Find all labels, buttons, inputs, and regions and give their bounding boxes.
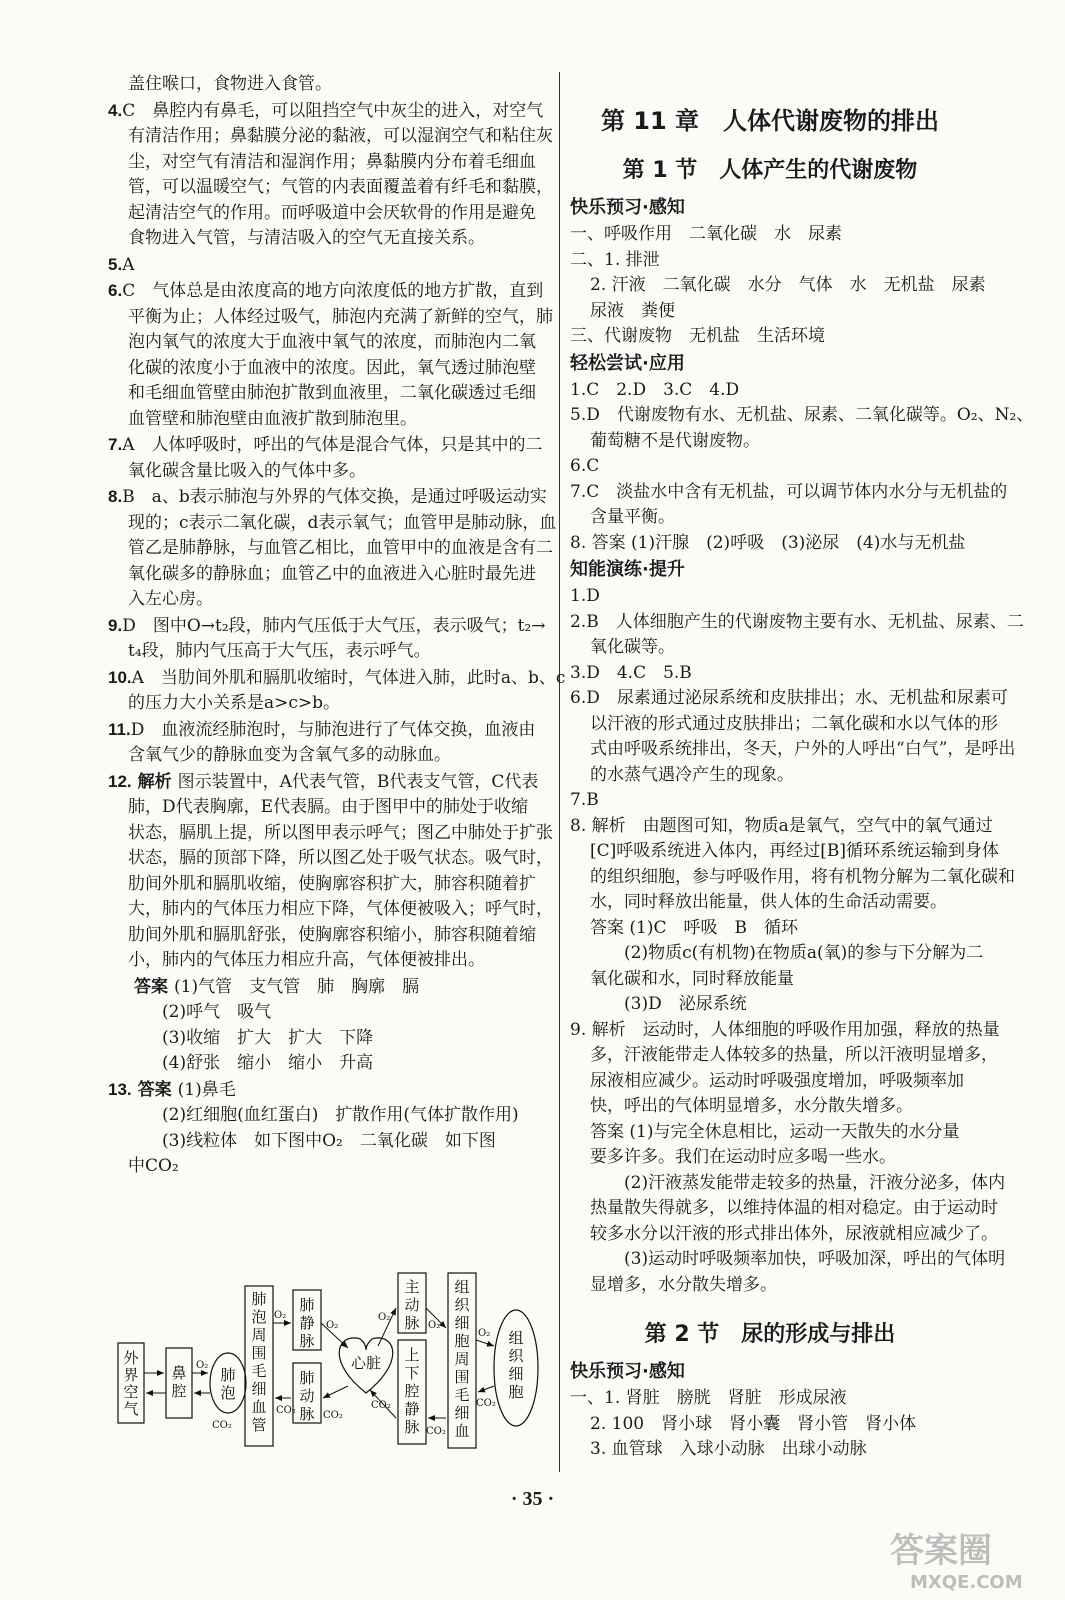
text-line: [570, 1247, 1006, 1273]
line-text: 葡萄糖不是代谢废物。: [590, 430, 760, 451]
cells-label: 组: [508, 1329, 524, 1347]
text-line: [570, 1196, 998, 1222]
line-text: 尿液相应减少。运动时呼吸强度增加，呼吸频率加: [590, 1070, 964, 1091]
line-text: 氧化碳含量比吸入的气体中多。: [128, 460, 366, 481]
text-line: [108, 175, 556, 201]
answer-label: 解析: [137, 771, 172, 791]
text-line: [570, 890, 970, 916]
line-text: 热量散失得就多，以维持体温的相对稳定。由于运动时: [590, 1198, 998, 1218]
section-2-title: 第 2 节 尿的形成与排出: [644, 1322, 896, 1347]
nasal-label-1: 鼻: [171, 1364, 187, 1382]
tc-label: 毛: [454, 1386, 470, 1404]
line-text: 3. 血管球 入球小动脉 出球小动脉: [590, 1439, 867, 1459]
section-1-body: [570, 194, 1034, 1298]
line-text: C 气体总是由浓度高的地方向浓度低的地方扩散，直到: [122, 281, 544, 301]
line-text: (2)汗液蒸发能带走较多的热量，汗液分泌多，体内: [624, 1172, 1006, 1193]
line-text: 答案 (1)与完全休息相比，运动一天散失的水分量: [590, 1121, 960, 1142]
text-line: [108, 769, 556, 796]
text-line: [570, 1069, 970, 1095]
text-line: [108, 639, 556, 665]
line-text: 起清洁空气的作用。而呼吸道中会厌软骨的作用是避免: [128, 202, 536, 223]
text-line: [108, 795, 556, 821]
subsection-heading: [570, 194, 970, 222]
line-text: 的水蒸气遇冷产生的现象。: [590, 764, 794, 785]
line-text: 6.C: [570, 456, 600, 476]
question-number: 8.: [108, 487, 123, 506]
line-text: (3)收缩 扩大 扩大 下降: [162, 1027, 374, 1048]
line-text: 有清洁作用；鼻黏膜分泌的黏液，可以湿润空气和粘住灰: [128, 126, 553, 146]
text-line: [108, 407, 556, 433]
tc-label: 围: [454, 1368, 470, 1386]
question-number: 12.: [108, 771, 132, 791]
cells-label: 织: [508, 1347, 524, 1365]
line-text: 含量平衡。: [590, 507, 675, 527]
line-text: 6.D 尿素通过泌尿系统和皮肤排出；水、无机盐和尿素可: [570, 688, 1008, 708]
line-text: 管，可以温暖空气；气管的内表面覆盖着有纤毛和黏膜，: [128, 177, 553, 197]
svg-text:MXQE.COM: MXQE.COM: [910, 1572, 1023, 1593]
tc-label: 细: [454, 1314, 470, 1332]
text-line: [108, 459, 556, 485]
text-line: [108, 124, 556, 150]
tc-label: 细: [454, 1404, 470, 1422]
line-text: 管乙是肺静脉，与血管乙相比，血管甲中的血液是含有二: [128, 538, 553, 558]
heart-label: 心脏: [350, 1354, 382, 1372]
text-line: [570, 222, 970, 248]
vc-label: 腔: [404, 1382, 420, 1400]
o2-label: O₂: [478, 1328, 491, 1339]
cap-label: 肺: [251, 1290, 267, 1308]
outside-air-label-1: 外: [123, 1349, 139, 1367]
question-number: 11.: [108, 719, 131, 739]
vc-label: 静: [404, 1400, 420, 1418]
text-line: [108, 1077, 556, 1104]
line-text: 尿液 粪便: [590, 300, 675, 321]
line-text: 氧化碳多的静脉血；血管乙中的血液进入心脏时最先进: [128, 563, 536, 584]
line-text: 5.D 代谢废物有水、无机盐、尿素、二氧化碳等。O₂、N₂、: [570, 405, 1034, 425]
line-text: 入左心房。: [128, 589, 213, 609]
cap-label: 管: [251, 1416, 267, 1434]
text-line: [570, 737, 1016, 763]
text-line: [570, 454, 970, 480]
line-text: 2. 100 肾小球 肾小囊 肾小管 肾小体: [590, 1413, 917, 1434]
outside-air-label-4: 气: [123, 1400, 139, 1418]
text-line: [570, 248, 970, 274]
cells-label: 细: [508, 1365, 524, 1383]
text-line: [570, 916, 970, 942]
text-line: [108, 330, 556, 356]
vc-label: 脉: [404, 1418, 420, 1436]
outside-air-label-2: 界: [123, 1366, 139, 1384]
cap-label: 毛: [251, 1362, 267, 1380]
o2-label: O₂: [428, 1320, 441, 1331]
line-text: 知能演练·提升: [570, 559, 685, 580]
section-2-body: [570, 1358, 970, 1463]
question-number: 6.: [108, 281, 123, 300]
text-line: [570, 839, 1000, 865]
line-text: 化碳的浓度小于血液中的浓度。因此，氧气透过肺泡壁: [128, 357, 536, 378]
subsection-heading: [570, 350, 970, 378]
line-text: 显增多，水分散失增多。: [590, 1274, 777, 1295]
text-line: [570, 1386, 970, 1412]
text-line: [108, 432, 556, 459]
co2-label: CO₂: [323, 1410, 343, 1421]
text-line: [570, 635, 970, 661]
line-text: B a、b表示肺泡与外界的气体交换，是通过呼吸运动实: [122, 487, 547, 507]
text-line: [108, 98, 556, 125]
o2-label: O₂: [378, 1312, 391, 1323]
line-text: A 人体呼吸时，呼出的气体是混合气体，只是其中的二: [122, 435, 543, 455]
watermark-logo: [880, 1520, 1060, 1596]
pv-label: 肺: [299, 1296, 315, 1314]
text-line: [108, 691, 556, 717]
text-line: [570, 584, 970, 610]
cells-label: 胞: [508, 1383, 524, 1401]
text-line: [570, 865, 1015, 891]
aorta-label: 动: [404, 1296, 420, 1314]
text-line: [570, 1412, 970, 1438]
line-text: 快乐预习·感知: [570, 197, 685, 218]
text-line: [570, 1145, 970, 1171]
cap-label: 细: [251, 1380, 267, 1398]
text-line: [108, 587, 556, 613]
line-text: D 图中O→t₂段，肺内气压低于大气压，表示吸气；t₂→: [122, 615, 546, 636]
question-number: 10.: [108, 667, 132, 687]
co2-label: CO₂: [212, 1420, 232, 1431]
line-text: 中CO₂: [128, 1156, 179, 1176]
subsection-heading: [570, 556, 970, 584]
text-line: [108, 717, 556, 744]
right-column: [570, 72, 1034, 1463]
co2-label: CO₂: [371, 1400, 391, 1411]
line-text: 较多水分以汗液的形式排出体外，尿液就相应减少了。: [590, 1223, 998, 1244]
line-text: 要多许多。我们在运动时应多喝一些水。: [590, 1147, 896, 1167]
text-line: [108, 1051, 556, 1077]
text-line: [108, 72, 556, 98]
line-text: 现的；c表示二氧化碳，d表示氧气；血管甲是肺动脉，血: [128, 512, 557, 533]
text-line: [108, 923, 556, 949]
o2-label: O₂: [274, 1310, 287, 1321]
line-text: 一、呼吸作用 二氧化碳 水 尿素: [570, 224, 842, 244]
line-text: 状态，膈肌上提，所以图甲表示呼气；图乙中肺处于扩张: [128, 822, 553, 843]
text-line: [108, 846, 556, 872]
vc-label: 上: [404, 1346, 420, 1364]
text-line: [108, 1129, 556, 1155]
text-line: [108, 897, 556, 923]
text-line: [570, 378, 970, 404]
text-line: [570, 967, 970, 993]
text-line: [570, 686, 1008, 712]
line-text: 2.B 人体细胞产生的代谢废物主要有水、无机盐、尿素、二: [570, 611, 1024, 632]
line-text: 的压力大小关系是a>c>b。: [128, 693, 341, 713]
pv-label: 脉: [299, 1332, 315, 1350]
line-text: D 血液流经肺泡时，与肺泡进行了气体交换，血液由: [130, 719, 536, 740]
chapter-title: 第 11 章 人体代谢废物的排出: [600, 107, 940, 135]
text-line: [570, 1043, 998, 1069]
text-line: [108, 613, 556, 640]
line-text: 水，同时释放出能量，供人体的生命活动需要。: [590, 892, 947, 912]
text-line: [570, 324, 970, 350]
question-number: 9.: [108, 615, 123, 635]
line-text: 大，肺内的气体压力相应下降，气体便被吸入；呼气时，: [128, 899, 553, 919]
tc-label: 组: [454, 1278, 470, 1296]
line-text: 平衡为止；人体经过吸气，肺泡内充满了新鲜的空气，肺: [128, 306, 553, 327]
tc-label: 血: [454, 1422, 470, 1440]
text-line: [570, 1273, 970, 1299]
text-line: [570, 1222, 998, 1248]
line-text: 7.C 淡盐水中含有无机盐，可以调节体内水分与无机盐的: [570, 481, 1008, 502]
alveoli-label-1: 肺: [220, 1366, 236, 1384]
line-text: 泡内氧气的浓度大于血液中氧气的浓度，而肺泡内二氧: [128, 332, 536, 352]
text-line: [108, 1154, 556, 1180]
text-line: [108, 305, 556, 331]
text-line: [108, 1000, 556, 1026]
text-line: [108, 226, 556, 252]
question-number: 4.: [108, 100, 123, 120]
co2-label: CO₂: [426, 1426, 446, 1437]
line-text: 肋间外肌和膈肌收缩，使胸廓容积扩大，肺容积随着扩: [128, 873, 536, 894]
text-line: [570, 763, 970, 789]
line-text: (2)红细胞(血红蛋白) 扩散作用(气体扩散作用): [162, 1105, 519, 1125]
text-line: [108, 1103, 556, 1129]
line-text: (1)气管 支气管 肺 胸廓 膈: [174, 976, 420, 997]
tc-label: 织: [454, 1296, 470, 1314]
cap-label: 周: [251, 1326, 267, 1344]
left-column: [108, 72, 566, 1180]
text-line: [570, 299, 970, 325]
cap-label: 血: [251, 1398, 267, 1416]
nasal-label-2: 腔: [171, 1382, 187, 1400]
line-text: 食物进入气管，与清洁吸入的空气无直接关系。: [128, 228, 485, 248]
pa-label: 肺: [299, 1369, 315, 1387]
line-text: 氧化碳和水，同时释放能量: [590, 968, 794, 989]
text-line: [570, 610, 1024, 636]
text-line: [108, 356, 556, 382]
text-line: [570, 403, 1034, 429]
question-number: 7.: [108, 435, 123, 454]
text-line: [570, 480, 1008, 506]
line-text: 1.D: [570, 586, 600, 606]
subsection-heading: [570, 1358, 970, 1386]
line-text: 一、1. 肾脏 膀胱 肾脏 形成尿液: [570, 1388, 847, 1408]
text-line: [570, 1120, 970, 1146]
text-line: [108, 484, 556, 511]
alveoli-label-2: 泡: [220, 1384, 236, 1402]
line-text: 式由呼吸系统排出，冬天，户外的人呼出“白气”，是呼出: [590, 739, 1016, 759]
text-line: [570, 814, 993, 840]
line-text: 8. 答案 (1)汗腺 (2)呼吸 (3)泌尿 (4)水与无机盐: [570, 532, 966, 553]
text-line: [570, 941, 984, 967]
line-text: 盖住喉口，食物进入食管。: [128, 74, 332, 94]
line-text: (2)物质c(有机物)在物质a(氧)的参与下分解为二: [624, 943, 984, 963]
line-text: 多，汗液能带走人体较多的热量，所以汗液明显增多，: [590, 1045, 998, 1065]
answer-label: 答案: [134, 976, 168, 996]
tc-label: 胞: [454, 1332, 470, 1350]
text-line: [108, 743, 556, 769]
pa-label: 脉: [299, 1405, 315, 1423]
text-line: [108, 252, 556, 279]
text-line: [108, 511, 556, 537]
text-line: [570, 992, 970, 1018]
line-text: [C]呼吸系统进入体内，再经过[B]循环系统运输到身体: [590, 841, 1000, 861]
o2-label: O₂: [196, 1360, 209, 1371]
line-text: (3)线粒体 如下图中O₂ 二氧化碳 如下图: [162, 1130, 496, 1151]
text-line: [570, 531, 970, 557]
line-text: (3)运动时呼吸频率加快，呼吸加深，呼出的气体明: [624, 1249, 1006, 1269]
line-text: 肺，D代表胸廓，E代表膈。由于图甲中的肺处于收缩: [128, 797, 529, 817]
text-line: [570, 273, 986, 299]
tc-label: 周: [454, 1350, 470, 1368]
pv-label: 静: [299, 1314, 315, 1332]
text-line: [108, 665, 566, 692]
question-number: 13.: [108, 1079, 132, 1099]
text-line: [570, 788, 970, 814]
svg-text:答案圈: 答案圈: [890, 1531, 992, 1571]
co2-label: CO₂: [476, 1398, 496, 1409]
page-number: · 35 ·: [510, 1488, 555, 1510]
line-text: 快乐预习·感知: [570, 1361, 685, 1382]
line-text: 三、代谢废物 无机盐 生活环境: [570, 326, 825, 346]
cap-label: 泡: [251, 1308, 267, 1326]
line-text: 二、1. 排泄: [570, 249, 660, 270]
text-line: [570, 1437, 970, 1463]
text-line: [108, 872, 556, 898]
line-text: 尘，对空气有清洁和湿润作用；鼻黏膜内分布着毛细血: [128, 151, 536, 172]
cap-label: 围: [251, 1344, 267, 1362]
text-line: [108, 201, 556, 227]
line-text: 状态，膈的顶部下降，所以图乙处于吸气状态。吸气时，: [128, 848, 553, 868]
pa-label: 动: [299, 1387, 315, 1405]
line-text: t₄段，肺内气压高于大气压，表示呼气。: [128, 641, 431, 661]
line-text: (2)呼气 吸气: [162, 1002, 272, 1022]
line-text: A 当肋间外肌和膈肌收缩时，气体进入肺，此时a、b、c: [131, 667, 566, 688]
line-text: 氧化碳等。: [590, 637, 675, 657]
line-text: 9. 解析 运动时，人体细胞的呼吸作用加强，释放的热量: [570, 1019, 1000, 1040]
line-text: A: [122, 254, 135, 275]
question-number: 5.: [108, 254, 123, 274]
line-text: 的组织细胞，参与呼吸作用，将有机物分解为二氧化碳和: [590, 866, 1015, 887]
line-text: 8. 解析 由题图可知，物质a是氧气，空气中的氧气通过: [570, 815, 993, 836]
line-text: 2. 汗液 二氧化碳 水分 气体 水 无机盐 尿素: [590, 275, 986, 295]
line-text: 3.D 4.C 5.B: [570, 662, 692, 683]
text-line: [108, 278, 556, 305]
line-text: 7.B: [570, 790, 599, 810]
line-text: 图示装置中，A代表气管，B代表支气管，C代表: [177, 771, 539, 792]
gas-exchange-diagram: [108, 1268, 548, 1468]
text-line: [570, 712, 998, 738]
line-text: C 鼻腔内有鼻毛，可以阻挡空气中灰尘的进入，对空气: [122, 100, 544, 121]
line-text: 答案 (1)C 呼吸 B 循环: [590, 917, 798, 938]
line-text: 小，肺内的气体压力相应升高，气体便被排出。: [128, 950, 485, 970]
aorta-label: 主: [404, 1278, 420, 1296]
line-text: 1.C 2.D 3.C 4.D: [570, 379, 740, 400]
text-line: [570, 505, 970, 531]
text-line: [570, 661, 970, 687]
co2-label: CO₂: [276, 1405, 296, 1416]
text-line: [570, 1171, 1006, 1197]
text-line: [108, 536, 556, 562]
line-text: 以汗液的形式通过皮肤排出；二氧化碳和水以气体的形: [590, 713, 998, 734]
text-line: [570, 1018, 1000, 1044]
text-line: [108, 150, 556, 176]
answer-label: 答案: [137, 1079, 172, 1099]
column-divider: [559, 72, 560, 1472]
text-line: [108, 821, 556, 847]
text-line: [570, 1094, 970, 1120]
text-line: [570, 429, 970, 455]
line-text: 和毛细血管壁由肺泡扩散到血液里，二氧化碳透过毛细: [128, 383, 536, 403]
line-text: 轻松尝试·应用: [570, 352, 685, 374]
line-text: 快，呼出的气体明显增多，水分散失增多。: [590, 1096, 913, 1116]
line-text: 肋间外肌和膈肌舒张，使胸廓容积缩小，肺容积随着缩: [128, 924, 536, 945]
line-text: 血管壁和肺泡壁由血液扩散到肺泡里。: [128, 408, 417, 429]
text-line: [108, 1026, 556, 1052]
text-line: [108, 381, 556, 407]
vc-label: 下: [404, 1364, 420, 1382]
outside-air-label-3: 空: [123, 1383, 139, 1401]
line-text: 含氧气少的静脉血变为含氧气多的动脉血。: [128, 745, 451, 765]
text-line: [108, 974, 556, 1001]
line-text: (3)D 泌尿系统: [624, 994, 747, 1014]
text-line: [108, 562, 556, 588]
aorta-label: 脉: [404, 1314, 420, 1332]
text-line: [108, 948, 556, 974]
line-text: (4)舒张 缩小 缩小 升高: [162, 1053, 374, 1073]
line-text: (1)鼻毛: [177, 1079, 236, 1100]
o2-label: O₂: [326, 1320, 339, 1331]
section-1-title: 第 1 节 人体产生的代谢废物: [622, 158, 918, 183]
